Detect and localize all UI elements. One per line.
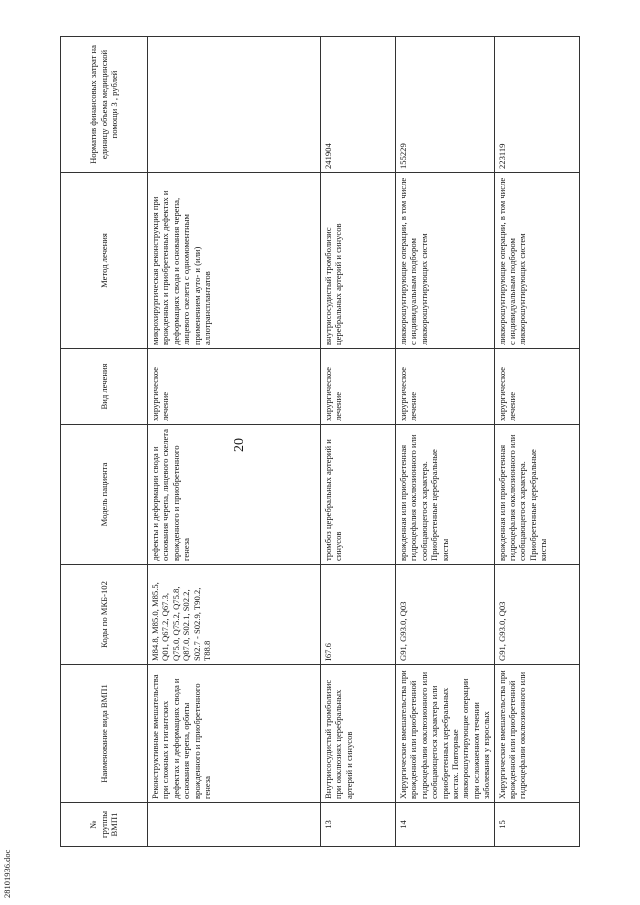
cell-codes: G91, G93.0, Q03 [494,565,579,665]
cell-model: тромбоз церебральных артерий и синусов [321,425,396,565]
header-cost: Норматив финансовых затрат на единицу объема медицинской помощи 3 , рублей [61,37,148,173]
vmp-table [60,36,580,847]
cell-method: микрохирургическая реконструкция при врожденных и приобретенных дефектах и деформациях свода и основания черепа, лицевого скелета с одномоментным применением ауто- и (или) аллотрансплантатов [148,173,321,349]
header-group: № группы ВМП1 [61,803,148,847]
cell-codes: M84.8, M85.0, M85.5, Q01, Q67.2, Q67.3, Q75.0, Q75.2, Q75.8, Q87.0, S02.1, S02.2, S02.7 - S02.9, T90.2, T88.8 [148,565,321,665]
cell-cost: 155229 [396,37,495,173]
table-row [321,37,396,847]
cell-group: 15 [494,803,579,847]
cell-codes: G91, G93.0, Q03 [396,565,495,665]
cell-model: врожденная или приобретенная гидроцефалия окклюзионного или сообщающегося характера. Приобретенные церебральные кисты [396,425,495,565]
cell-name: Внутрисосудистый тромболизис при окклюзиях церебральных артерий и синусов [321,665,396,803]
header-codes: Коды по МКБ-102 [61,565,148,665]
table-row [494,37,579,847]
cell-type: хирургическое лечение [321,349,396,425]
table-row [396,37,495,847]
header-method: Метод лечения [61,173,148,349]
cell-cost [148,37,321,173]
cell-type: хирургическое лечение [494,349,579,425]
cell-group: 13 [321,803,396,847]
header-type: Вид лечения [61,349,148,425]
cell-group: 14 [396,803,495,847]
cell-cost: 223119 [494,37,579,173]
cell-codes: I67.6 [321,565,396,665]
cell-name: Хирургические вмешательства при врожденной или приобретенной гидроцефалии окклюзионного или [494,665,579,803]
cell-cost: 241904 [321,37,396,173]
cell-name: Хирургические вмешательства при врожденной или приобретенной гидроцефалии окклюзионного или сообщающегося характера или приобретенных церебральных кистах. Повторные ликворошунтирующие операции при осложненном течении заболевания у взрослых [396,665,495,803]
cell-method: ликворошунтирующие операции, в том числе с индивидуальным подбором ликворошунтирующих систем [494,173,579,349]
cell-type: хирургическое лечение [396,349,495,425]
cell-group [148,803,321,847]
header-row [61,37,148,847]
rotated-table-wrapper [60,37,580,847]
cell-name: Реконструктивные вмешательства при сложных и гигантских дефектах и деформациях свода и основания черепа, орбиты врожденного и приобретенного генеза [148,665,321,803]
header-model: Модель пациента [61,425,148,565]
table-row [148,37,321,847]
cell-type: хирургическое лечение [148,349,321,425]
header-name: Наименование вида ВМП1 [61,665,148,803]
page-number: 20 [232,438,247,452]
cell-method: ликворошунтирующие операции, в том числе с индивидуальным подбором ликворошунтирующих систем [396,173,495,349]
cell-model: врожденная или приобретенная гидроцефалия окклюзионного или сообщающегося характера. Приобретенные церебральные кисты [494,425,579,565]
cell-model: дефекты и деформации свода и основания черепа, лицевого скелета врожденного и приобретенного генеза [148,425,321,565]
cell-method: внутрисосудистый тромболизис церебральных артерий и синусов [321,173,396,349]
footer-filename: 28101936.doc [2,849,12,898]
